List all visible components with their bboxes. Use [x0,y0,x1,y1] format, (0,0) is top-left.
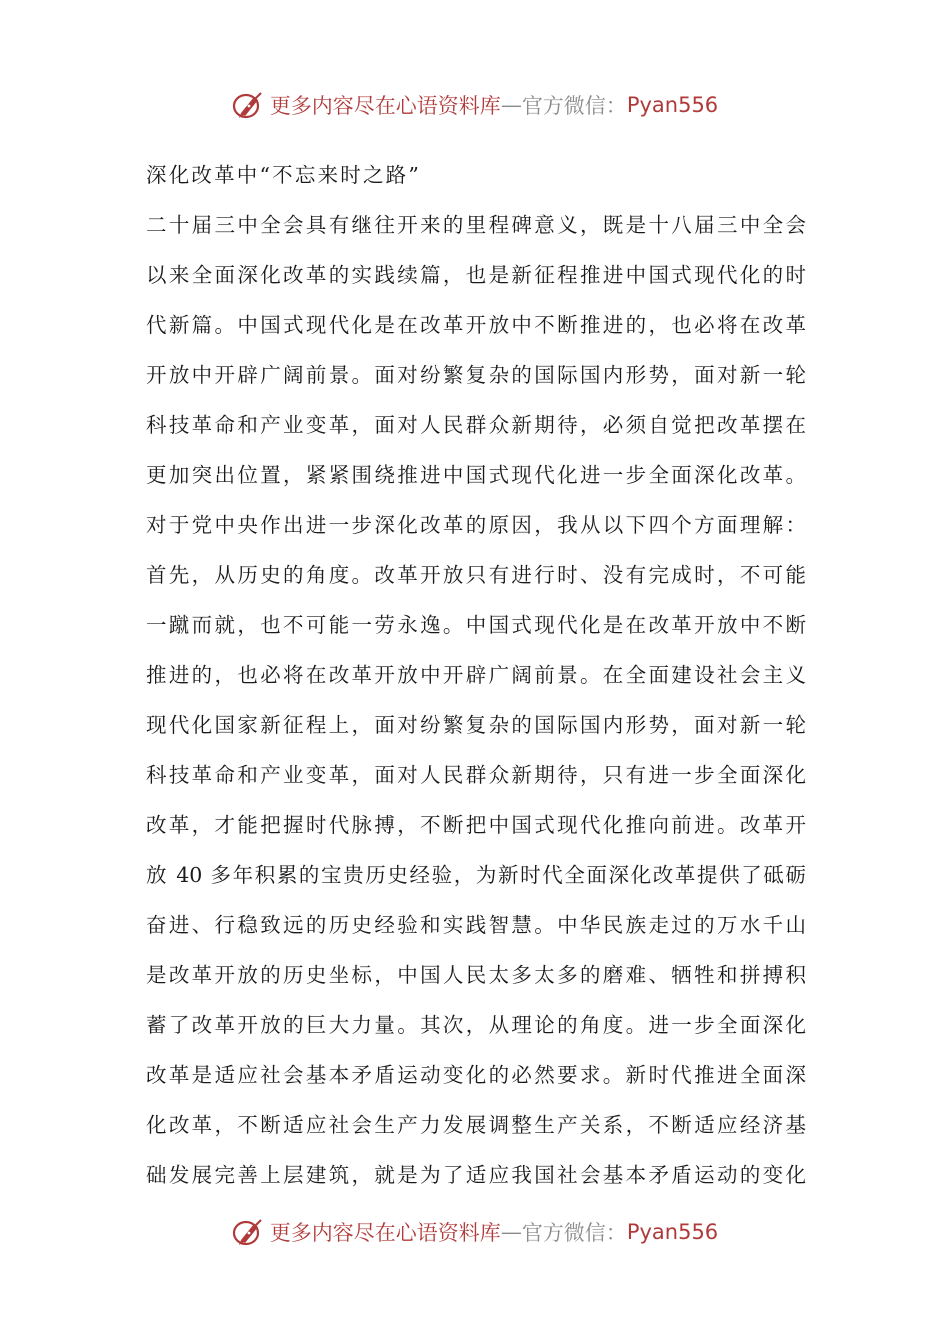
document-body [146,150,806,1200]
paragraph-line: 以来全面深化改革的实践续篇，也是新征程推进中国式现代化的时 [146,263,806,287]
banner-wechat-label: 官方微信： [521,94,627,118]
paragraph-line: 改革是适应社会基本矛盾运动变化的必然要求。新时代推进全面深 [146,1063,806,1087]
paragraph-line: 放 40 多年积累的宝贵历史经验，为新时代全面深化改革提供了砥砺 [146,863,806,887]
banner-main-text: 更多内容尽在心语资料库 [269,1221,501,1245]
paragraph-line: 首先，从历史的角度。改革开放只有进行时、没有完成时，不可能 [146,563,806,587]
paragraph-line: 一蹴而就，也不可能一劳永逸。中国式现代化是在改革开放中不断 [146,613,806,637]
paragraph-line: 科技革命和产业变革，面对人民群众新期待，只有进一步全面深化 [146,763,806,787]
paragraph-line: 开放中开辟广阔前景。面对纷繁复杂的国际国内形势，面对新一轮 [146,363,806,387]
banner-wechat-label: 官方微信： [521,1221,627,1245]
banner-wechat-id: Pyan556 [626,93,719,117]
document-title: 深化改革中“不忘来时之路” [146,163,422,187]
banner-dash: — [500,1220,522,1244]
paragraph-line: 础发展完善上层建筑，就是为了适应我国社会基本矛盾运动的变化 [146,1163,806,1187]
paragraph-line: 蓄了改革开放的巨大力量。其次，从理论的角度。进一步全面深化 [146,1013,806,1037]
banner-wechat-id: Pyan556 [626,1220,719,1244]
paragraph-line: 代新篇。中国式现代化是在改革开放中不断推进的，也必将在改革 [146,313,806,337]
paragraph-line: 对于党中央作出进一步深化改革的原因，我从以下四个方面理解： [146,513,806,537]
banner-dash: — [500,93,522,117]
footer-watermark-banner [0,1212,950,1252]
paragraph-line: 推进的，也必将在改革开放中开辟广阔前景。在全面建设社会主义 [146,663,806,687]
paragraph-line: 奋进、行稳致远的历史经验和实践智慧。中华民族走过的万水千山 [146,913,806,937]
paragraph-line: 二十届三中全会具有继往开来的里程碑意义，既是十八届三中全会 [146,213,806,237]
paragraph-line: 是改革开放的历史坐标，中国人民太多太多的磨难、牺牲和拼搏积 [146,963,806,987]
header-watermark-banner [0,85,950,125]
paragraph-line: 更加突出位置，紧紧围绕推进中国式现代化进一步全面深化改革。 [146,463,806,487]
paragraph-line: 改革，才能把握时代脉搏，不断把中国式现代化推向前进。改革开 [146,813,806,837]
pen-nib-logo-icon [232,1216,264,1248]
paragraph-line: 科技革命和产业变革，面对人民群众新期待，必须自觉把改革摆在 [146,413,806,437]
banner-main-text: 更多内容尽在心语资料库 [269,94,501,118]
paragraph-line: 化改革，不断适应社会生产力发展调整生产关系，不断适应经济基 [146,1113,806,1137]
pen-nib-logo-icon [232,89,264,121]
paragraph-line: 现代化国家新征程上，面对纷繁复杂的国际国内形势，面对新一轮 [146,713,806,737]
